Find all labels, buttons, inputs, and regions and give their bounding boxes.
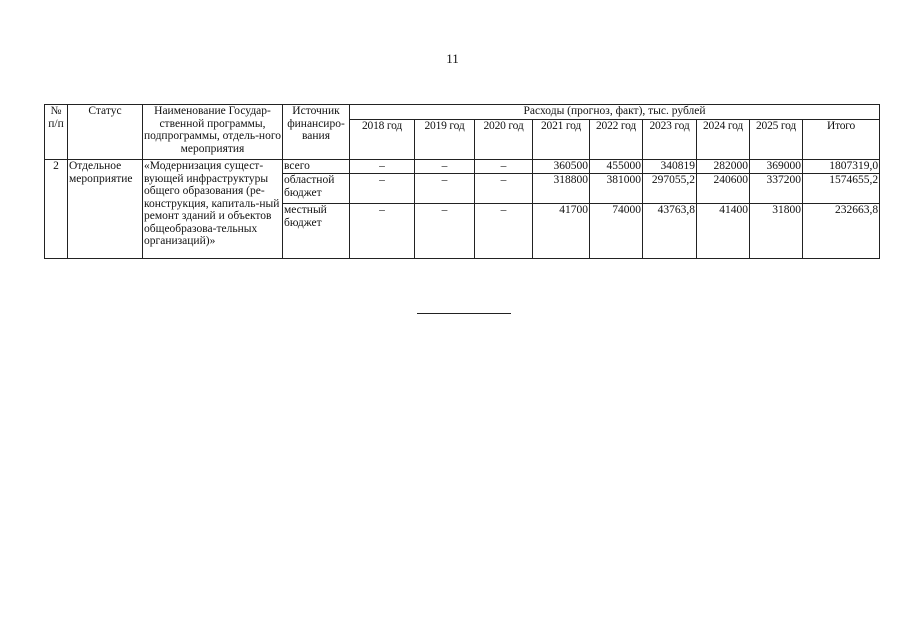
cell-2020: – xyxy=(475,160,533,174)
cell-2022: 381000 xyxy=(590,174,643,204)
expenses-table xyxy=(44,104,880,259)
cell-2019: – xyxy=(415,174,475,204)
header-year-2024: 2024 год xyxy=(697,120,750,160)
header-name: Наименование Государ-ственной программы, подпрограммы, отдель-ного мероприятия xyxy=(143,105,283,160)
row-source: областной бюджет xyxy=(283,174,350,204)
header-year-2023: 2023 год xyxy=(643,120,697,160)
cell-2021: 318800 xyxy=(533,174,590,204)
cell-2025: 31800 xyxy=(750,204,803,259)
header-year-2019: 2019 год xyxy=(415,120,475,160)
footer-divider xyxy=(417,313,511,314)
cell-2019: – xyxy=(415,160,475,174)
cell-2023: 340819 xyxy=(643,160,697,174)
cell-total: 1574655,2 xyxy=(803,174,880,204)
cell-2018: – xyxy=(350,204,415,259)
header-year-2021: 2021 год xyxy=(533,120,590,160)
cell-2023: 297055,2 xyxy=(643,174,697,204)
cell-2024: 240600 xyxy=(697,174,750,204)
cell-2024: 282000 xyxy=(697,160,750,174)
header-total: Итого xyxy=(803,120,880,160)
header-source: Источник финансиро-вания xyxy=(283,105,350,160)
page-number: 11 xyxy=(446,51,459,66)
cell-2018: – xyxy=(350,160,415,174)
cell-2018: – xyxy=(350,174,415,204)
row-name: «Модернизация сущест-вующей инфраструктуры общего образования (ре-конструкция, капиталь-ный ремонт зданий и объектов общеобразова-тельных организаций)» xyxy=(143,160,283,259)
row-status: Отдельное мероприятие xyxy=(68,160,143,259)
header-status: Статус xyxy=(68,105,143,160)
cell-2021: 360500 xyxy=(533,160,590,174)
cell-2023: 43763,8 xyxy=(643,204,697,259)
row-number: 2 xyxy=(45,160,68,259)
cell-2022: 455000 xyxy=(590,160,643,174)
header-year-2020: 2020 год xyxy=(475,120,533,160)
header-row-main xyxy=(45,105,880,120)
table-row xyxy=(45,160,880,174)
cell-2020: – xyxy=(475,174,533,204)
cell-2025: 369000 xyxy=(750,160,803,174)
header-year-2025: 2025 год xyxy=(750,120,803,160)
header-year-2022: 2022 год xyxy=(590,120,643,160)
row-source: всего xyxy=(283,160,350,174)
cell-2024: 41400 xyxy=(697,204,750,259)
cell-2022: 74000 xyxy=(590,204,643,259)
header-year-2018: 2018 год xyxy=(350,120,415,160)
cell-total: 232663,8 xyxy=(803,204,880,259)
header-expenses: Расходы (прогноз, факт), тыс. рублей xyxy=(350,105,880,120)
cell-2021: 41700 xyxy=(533,204,590,259)
cell-2019: – xyxy=(415,204,475,259)
cell-total: 1807319,0 xyxy=(803,160,880,174)
cell-2025: 337200 xyxy=(750,174,803,204)
cell-2020: – xyxy=(475,204,533,259)
row-source: местный бюджет xyxy=(283,204,350,259)
header-no: № п/п xyxy=(45,105,68,160)
